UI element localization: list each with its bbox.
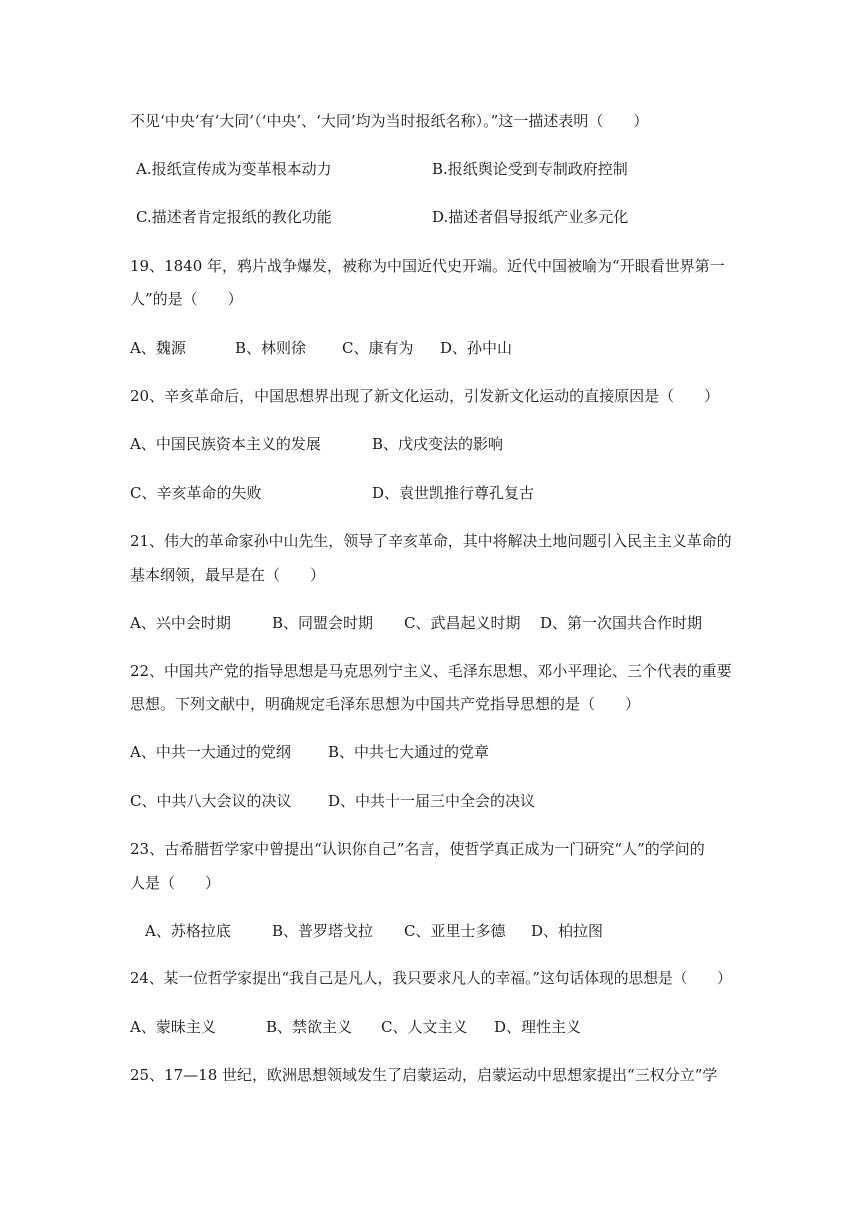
q19-option-a: A、魏源 <box>130 339 186 357</box>
q18-stem-line: 不见‘中央’有‘大同’（‘中央’、‘大同’均为当时报纸名称）。”这一描述表明（ ） <box>130 112 649 130</box>
q20-option-c: C、辛亥革命的失败 <box>130 484 262 502</box>
q23-option-c: C、亚里士多德 <box>404 922 506 940</box>
q21-option-c: C、武昌起义时期 <box>404 614 521 632</box>
q24-option-a: A、蒙昧主义 <box>130 1018 216 1036</box>
q24-option-c: C、人文主义 <box>381 1018 468 1036</box>
q25-stem-line: 25、17—18 世纪，欧洲思想领域发生了启蒙运动，启蒙运动中思想家提出“三权分立”学 <box>130 1066 718 1084</box>
q21-stem-line-1: 21、伟大的革命家孙中山先生，领导了辛亥革命，其中将解决土地问题引入民主主义革命的 <box>130 532 732 550</box>
q22-option-c: C、中共八大会议的决议 <box>130 792 292 810</box>
q23-option-d: D、柏拉图 <box>531 922 604 940</box>
q18-option-b: B.报纸舆论受到专制政府控制 <box>432 160 628 178</box>
q22-option-b: B、中共七大通过的党章 <box>328 743 490 761</box>
q20-option-d: D、袁世凯推行尊孔复古 <box>372 484 535 502</box>
q21-stem-line-2: 基本纲领，最早是在（ ） <box>130 566 326 584</box>
q22-stem-line-2: 思想。下列文献中，明确规定毛泽东思想为中国共产党指导思想的是（ ） <box>130 695 641 713</box>
q22-stem-line-1: 22、中国共产党的指导思想是马克思列宁主义、毛泽东思想、邓小平理论、三个代表的重要 <box>130 662 732 680</box>
q24-option-b: B、禁欲主义 <box>266 1018 353 1036</box>
q21-option-b: B、同盟会时期 <box>272 614 374 632</box>
q22-option-a: A、中共一大通过的党纲 <box>130 743 291 761</box>
q23-option-b: B、普罗塔戈拉 <box>272 922 374 940</box>
q23-stem-line-2: 人是（ ） <box>130 874 221 892</box>
q20-option-b: B、戊戌变法的影响 <box>372 435 504 453</box>
q18-option-d: D.描述者倡导报纸产业多元化 <box>432 208 629 226</box>
q24-option-d: D、理性主义 <box>494 1018 582 1036</box>
q20-option-a: A、中国民族资本主义的发展 <box>130 435 321 453</box>
q18-option-a: A.报纸宣传成为变革根本动力 <box>136 160 332 178</box>
q19-option-b: B、林则徐 <box>235 339 307 357</box>
q21-option-a: A、兴中会时期 <box>130 614 231 632</box>
q22-option-d: D、中共十一届三中全会的决议 <box>328 792 536 810</box>
q19-option-d: D、孙中山 <box>440 339 513 357</box>
q19-stem-line-2: 人”的是（ ） <box>130 290 243 308</box>
q24-stem-line: 24、某一位哲学家提出“我自己是凡人，我只要求凡人的幸福。”这句话体现的思想是（ ） <box>130 970 732 987</box>
q21-option-d: D、第一次国共合作时期 <box>540 614 703 632</box>
q20-stem-line: 20、辛亥革命后，中国思想界出现了新文化运动，引发新文化运动的直接原因是（ ） <box>130 387 720 405</box>
q19-stem-line-1: 19、1840 年，鸦片战争爆发，被称为中国近代史开端。近代中国被喻为“开眼看世界第一 <box>130 257 725 275</box>
q23-stem-line-1: 23、古希腊哲学家中曾提出“认识你自己”名言，使哲学真正成为一门研究“人”的学问的 <box>130 840 705 858</box>
q18-option-c: C.描述者肯定报纸的教化功能 <box>136 208 332 226</box>
q23-option-a: A、苏格拉底 <box>145 922 231 940</box>
q19-option-c: C、康有为 <box>342 339 414 357</box>
